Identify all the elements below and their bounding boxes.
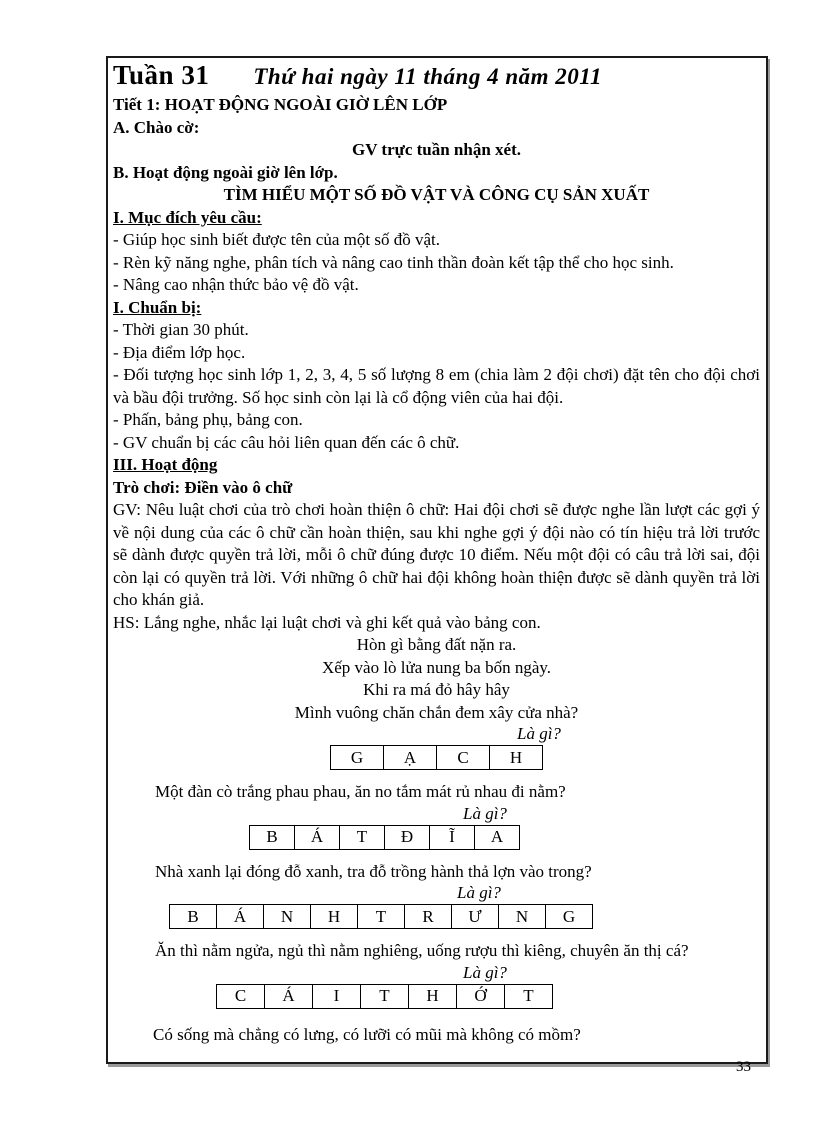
answer-cell: C [437,746,490,770]
riddle-line: Khi ra má đỏ hây hây [363,680,510,699]
answer-cell: H [409,984,457,1008]
purpose-item: - Giúp học sinh biết được tên của một số đồ vật. [113,230,440,249]
answer-prompt: Là gì? [463,803,507,823]
answer-cell: Ư [452,905,499,929]
answer-cell: R [405,905,452,929]
riddle-block-3 [113,861,760,930]
answer-table-3 [169,904,593,929]
riddle-line: Mình vuông chăn chắn đem xây cửa nhà? [294,702,579,722]
answer-cell: T [340,825,385,849]
answer-prompt: Là gì? [517,724,561,743]
answer-cell: A [475,825,520,849]
title-row [113,60,760,94]
riddle-block-4 [113,940,760,1009]
riddle-block-2 [113,781,760,850]
activity-heading: III. Hoạt động [113,455,218,474]
answer-cell: Ớ [457,984,505,1008]
answer-cell: T [505,984,553,1008]
week-title: Tuần 31 [113,60,210,90]
answer-cell: G [546,905,593,929]
answer-cell: B [170,905,217,929]
flag-salute-note: GV trực tuần nhận xét. [351,140,522,159]
riddle-line: Xếp vào lò lửa nung ba bốn ngày. [321,657,552,677]
answer-cell: B [250,825,295,849]
answer-cell: Á [217,905,264,929]
preparation-item: - Đối tượng học sinh lớp 1, 2, 3, 4, 5 số lượng 8 em (chia làm 2 đội chơi) đặt tên cho đội chơi và bầu đội trưởng. Số học sinh còn lại là cổ động viên của hai đội. [113,365,760,407]
answer-cell: G [331,746,384,770]
riddle-line: Hòn gì bằng đất nặn ra. [356,635,517,654]
gv-instructions: GV: Nêu luật chơi của trò chơi hoàn thiện ô chữ: Hai đội chơi sẽ được nghe lần lượt các gợi ý về nội dung của các ô chữ cần hoàn thiện, sau khi nghe gợi ý đội nào có tín hiệu trả lời trước sẽ dành được quyền trả lời, mỗi ô chữ đúng được 10 điểm. Nếu một đội có câu trả lời sai, đội còn lại có quyền trả lời. Với những ô chữ hai đội không hoàn thiện được sẽ dành quyền trả lời cho khán giả. [113,500,760,609]
answer-prompt: Là gì? [457,883,501,902]
answer-cell: C [217,984,265,1008]
purpose-item: - Rèn kỹ năng nghe, phân tích và nâng cao tinh thần đoàn kết tập thể cho học sinh. [113,252,674,272]
final-riddle-question: Có sống mà chẳng có lưng, có lưỡi có mũi mà không có mồm? [153,1024,581,1044]
riddle-block-1 [113,634,760,770]
riddle-question: Nhà xanh lại đóng đỗ xanh, tra đỗ trồng hành thả lợn vào trong? [155,861,592,881]
preparation-item: - Phấn, bảng phụ, bảng con. [113,410,303,429]
answer-cell: Đ [385,825,430,849]
answer-table-2 [249,825,520,850]
answer-cell: Á [295,825,340,849]
answer-cell: Ạ [384,746,437,770]
answer-cell: N [264,905,311,929]
page-number: 33 [736,1059,751,1075]
preparation-heading: I. Chuẩn bị: [113,297,202,317]
answer-cell: T [358,905,405,929]
content-border-box [106,56,768,1064]
preparation-item: - Thời gian 30 phút. [113,320,249,339]
section-a-heading: A. Chào cờ: [113,117,200,137]
purpose-item: - Nâng cao nhận thức bảo vệ đồ vật. [113,275,359,294]
game-title: Trò chơi: Điền vào ô chữ [113,477,293,497]
answer-cell: H [311,905,358,929]
answer-table-4 [216,984,553,1009]
answer-table-1 [330,745,543,770]
answer-prompt: Là gì? [463,962,507,982]
riddle-question: Ăn thì nằm ngửa, ngủ thì nằm nghiêng, uống rượu thì kiêng, chuyên ăn thị cá? [155,941,689,960]
answer-cell: H [490,746,543,770]
answer-row [217,984,553,1008]
answer-cell: Ĩ [430,825,475,849]
hs-response: HS: Lắng nghe, nhắc lại luật chơi và ghi kết quả vào bảng con. [113,612,541,632]
answer-cell: N [499,905,546,929]
answer-cell: I [313,984,361,1008]
section-b-heading: B. Hoạt động ngoài giờ lên lớp. [113,162,338,182]
answer-cell: Á [265,984,313,1008]
answer-row [331,746,543,770]
topic-title: TÌM HIỂU MỘT SỐ ĐỒ VẬT VÀ CÔNG CỤ SẢN XUẤT [223,185,650,204]
purpose-heading: I. Mục đích yêu cầu: [113,207,262,227]
answer-row [170,905,593,929]
riddle-question: Một đàn cò trắng phau phau, ăn no tắm mát rủ nhau đi nằm? [155,782,566,801]
preparation-item: - Địa điểm lớp học. [113,342,246,362]
date-title: Thứ hai ngày 11 tháng 4 năm 2011 [253,64,602,89]
preparation-item: - GV chuẩn bị các câu hỏi liên quan đến các ô chữ. [113,432,460,452]
answer-row [250,825,520,849]
lesson-title: Tiết 1: HOẠT ĐỘNG NGOÀI GIỜ LÊN LỚP [113,95,448,114]
answer-cell: T [361,984,409,1008]
